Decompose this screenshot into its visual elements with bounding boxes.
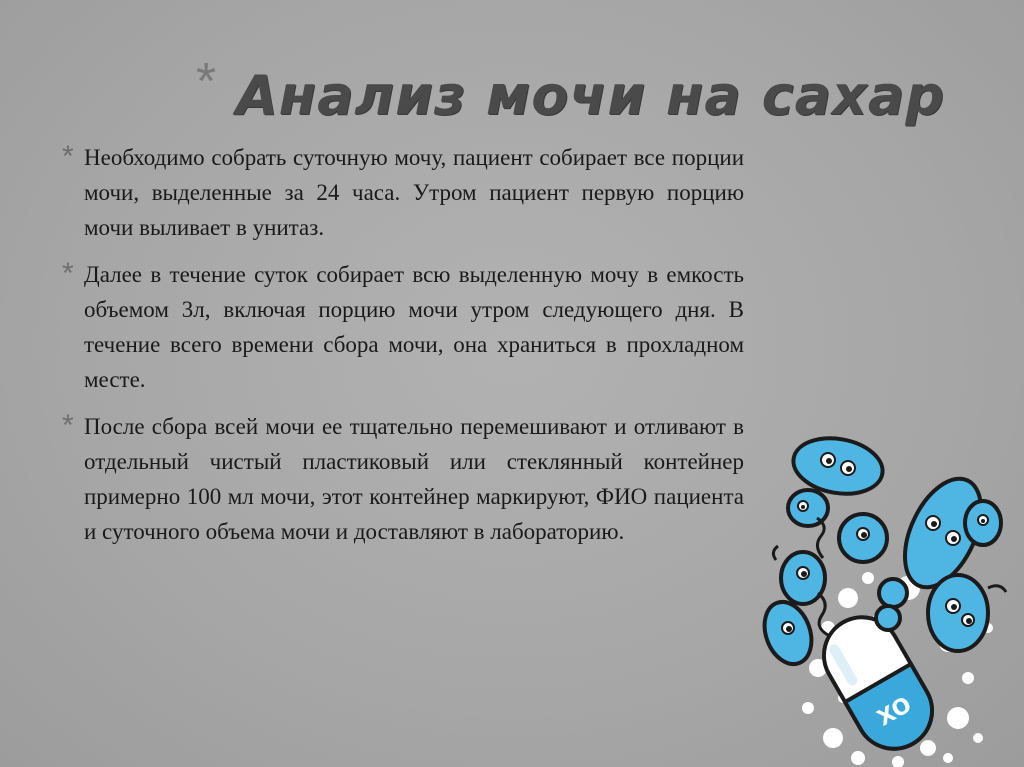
bullet-star-icon: *	[62, 257, 74, 290]
bullet-text: После сбора всей мочи ее тщательно перемешивают и отливают в отдельный чистый пластиковый или стеклянный контейнер примерно 100 мл мочи, этот контейнер маркируют, ФИО пациента и суточного объема мочи и доставляют в лабораторию.	[84, 414, 744, 544]
list-item	[62, 257, 744, 397]
list-item	[62, 409, 744, 549]
bullet-text: Далее в течение суток собирает всю выделенную мочу в емкость объемом 3л, включая порцию мочи утром следующего дня. В течение всего времени сбора мочи, она храниться в прохладном месте.	[84, 262, 744, 392]
slide-title: Анализ мочи на сахар	[236, 64, 945, 127]
bullet-star-icon: *	[62, 140, 74, 173]
pill-label: XO	[873, 692, 917, 732]
bacteria-and-pill-illustration	[748, 428, 1024, 767]
bullet-star-icon: *	[62, 409, 74, 442]
title-star-icon: *	[196, 53, 217, 111]
bullet-text: Необходимо собрать суточную мочу, пациент собирает все порции мочи, выделенные за 24 часа. Утром пациент первую порцию мочи выливает в унитаз.	[84, 145, 744, 240]
bullet-list	[62, 140, 744, 561]
list-item	[62, 140, 744, 245]
